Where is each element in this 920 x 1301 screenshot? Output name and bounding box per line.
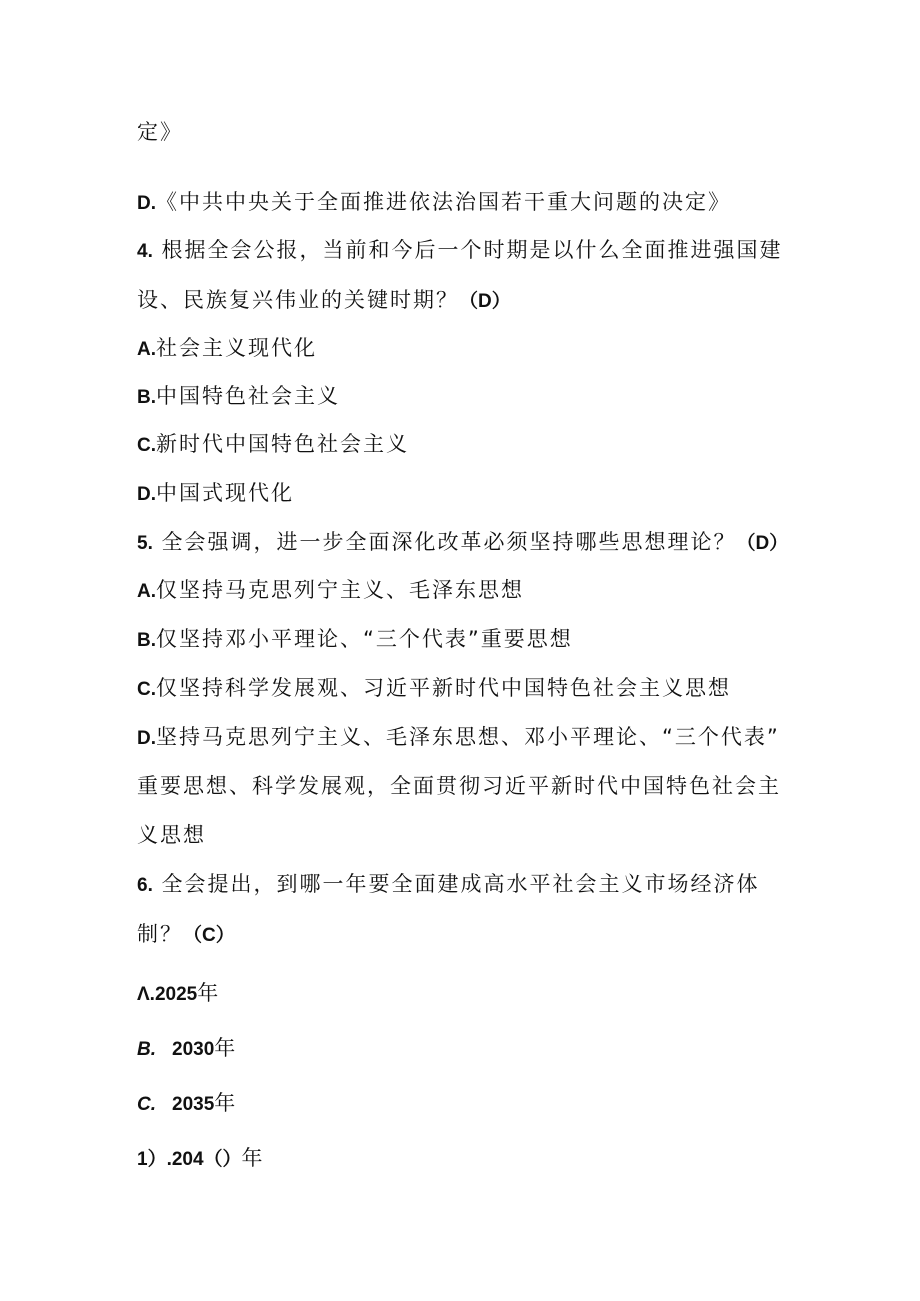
- option-b-line: [137, 629, 573, 650]
- option-marker: D.: [137, 728, 156, 749]
- question-5-line: [137, 532, 788, 553]
- option-a-line: [137, 338, 317, 359]
- option-a-line: [137, 580, 524, 601]
- question-number: 4.: [137, 241, 153, 262]
- option-d-line-2: [137, 776, 781, 797]
- answer-label: （D）: [736, 533, 789, 554]
- line-text: 定》: [137, 120, 183, 144]
- option-marker: C.: [137, 679, 156, 700]
- option-marker: D.: [137, 193, 156, 214]
- option-marker: A.: [137, 581, 156, 602]
- option-text: 新时代中国特色社会主义: [156, 432, 409, 456]
- option-text: 中国式现代化: [156, 481, 294, 505]
- option-text: 仅坚持科学发展观、习近平新时代中国特色社会主义思想: [156, 676, 731, 700]
- option-text: 中国特色社会主义: [156, 384, 340, 408]
- question-text: 全会强调，进一步全面深化改革必须坚持哪些思想理论？: [152, 530, 737, 554]
- option-unit: 年: [214, 1091, 238, 1115]
- option-year: 2035: [172, 1094, 215, 1115]
- question-6-line: [137, 874, 760, 895]
- answer-label: （C）: [183, 925, 235, 946]
- option-marker: A.: [137, 339, 156, 360]
- option-text: 社会主义现代化: [156, 336, 317, 360]
- option-c-line: [137, 434, 409, 455]
- option-marker: 1）.204（）: [137, 1149, 242, 1170]
- answer-label: （D）: [459, 291, 511, 312]
- option-a-line: [137, 983, 220, 1004]
- option-c-line: [137, 1093, 237, 1114]
- option-d-line: [137, 192, 731, 213]
- option-d-line-3: [137, 825, 206, 846]
- question-text: 全会提出，到哪一年要全面建成高水平社会主义市场经济体: [152, 872, 760, 896]
- option-d-line: [137, 483, 294, 504]
- option-year: 2030: [172, 1039, 215, 1060]
- option-text: 年: [241, 1146, 265, 1170]
- option-marker: C.: [137, 1094, 156, 1115]
- option-d-line: [137, 1148, 265, 1169]
- question-6-line-2: [137, 924, 235, 945]
- option-marker: B.: [137, 387, 156, 408]
- option-text: 义思想: [137, 823, 206, 847]
- question-text: 设、民族复兴伟业的关键时期？: [137, 288, 459, 312]
- option-text: 仅坚持马克思列宁主义、毛泽东思想: [156, 578, 524, 602]
- question-4-line: [137, 240, 783, 261]
- option-marker: C.: [137, 435, 156, 456]
- question-4-line-2: [137, 290, 511, 311]
- question-text: 根据全会公报，当前和今后一个时期是以什么全面推进强国建: [152, 238, 783, 262]
- text-line: [137, 122, 183, 143]
- option-text: 重要思想、科学发展观，全面贯彻习近平新时代中国特色社会主: [137, 774, 781, 798]
- option-marker: B.: [137, 630, 156, 651]
- option-b-line: [137, 1038, 237, 1059]
- option-text: 《中共中央关于全面推进依法治国若干重大问题的决定》: [156, 190, 731, 214]
- option-c-line: [137, 678, 731, 699]
- option-unit: 年: [214, 1036, 238, 1060]
- option-marker: Λ.2025: [137, 984, 198, 1005]
- option-d-line: [137, 727, 780, 748]
- question-number: 6.: [137, 875, 153, 896]
- option-text: 仅坚持邓小平理论、“三个代表”重要思想: [156, 627, 573, 651]
- option-marker: D.: [137, 484, 156, 505]
- question-text: 制？: [137, 922, 183, 946]
- option-text: 坚持马克思列宁主义、毛泽东思想、邓小平理论、“三个代表”: [156, 725, 780, 749]
- option-text: 年: [197, 981, 221, 1005]
- option-b-line: [137, 386, 340, 407]
- option-marker: B.: [137, 1039, 156, 1060]
- question-number: 5.: [137, 533, 153, 554]
